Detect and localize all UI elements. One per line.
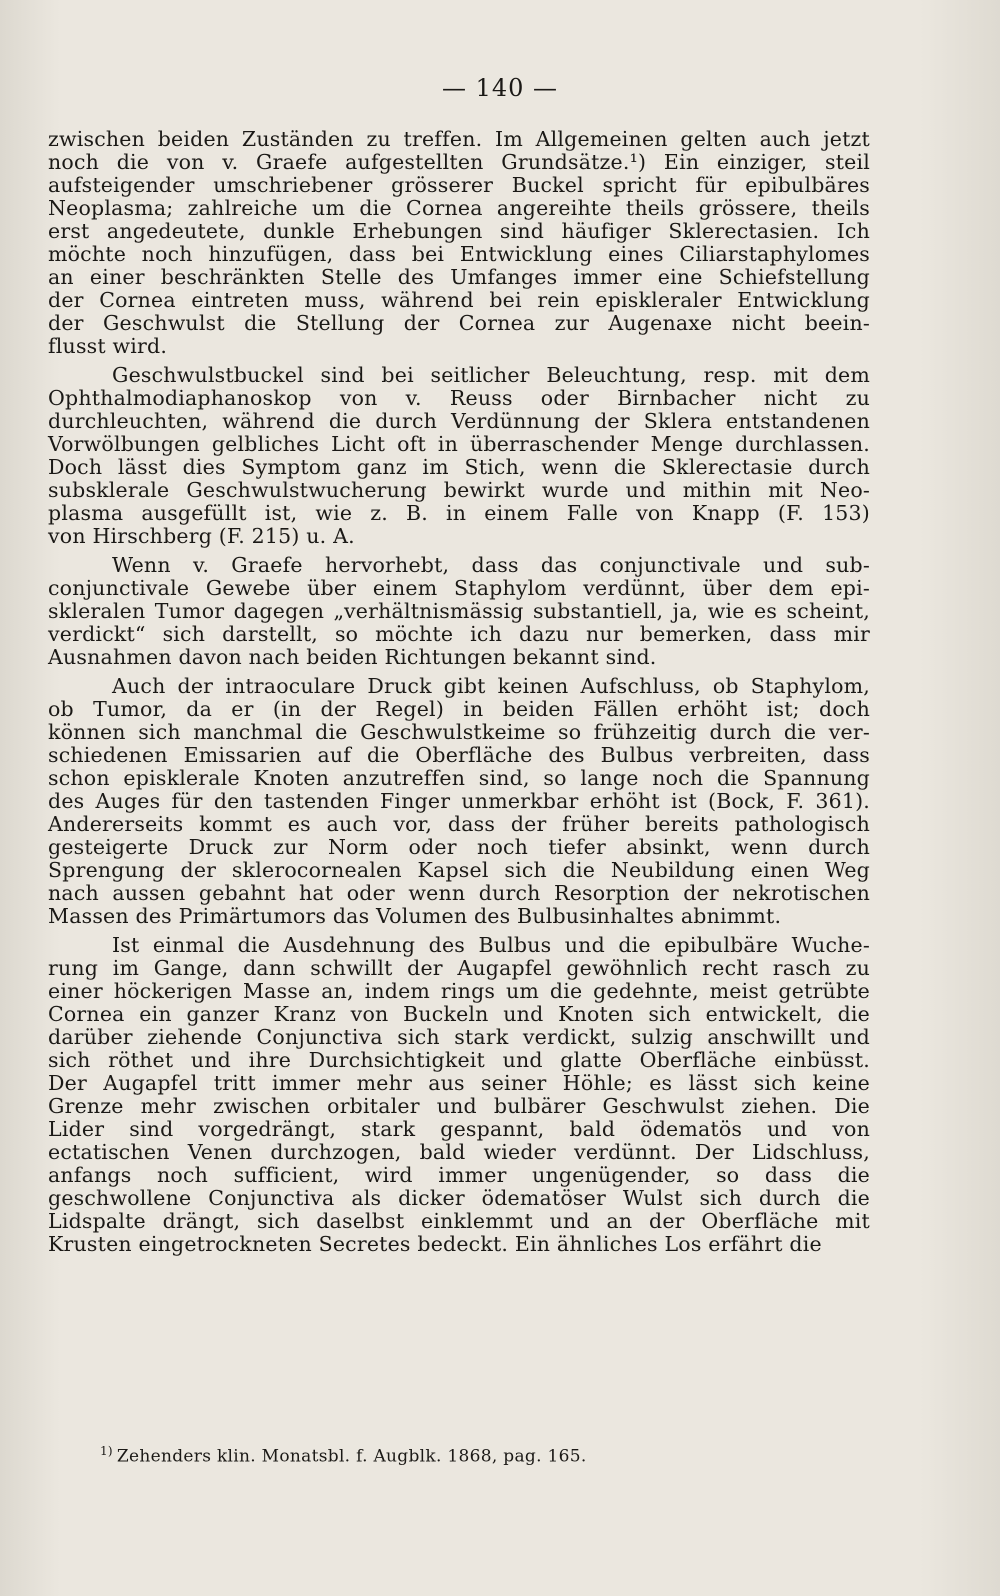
text-line: darüber ziehende Conjunctiva sich stark verdickt, sulzig anschwillt und: [48, 1025, 870, 1049]
text-line: schon episklerale Knoten anzutreffen sind, so lange noch die Spannung: [48, 766, 870, 790]
text-line: anfangs noch sufficient, wird immer ungenügender, so dass die: [48, 1163, 870, 1187]
text-line: Ist einmal die Ausdehnung des Bulbus und die epibulbäre Wuche-: [112, 933, 870, 957]
text-line: Cornea ein ganzer Kranz von Buckeln und Knoten sich entwickelt, die: [48, 1002, 870, 1026]
text-line: der Geschwulst die Stellung der Cornea zur Augenaxe nicht beein-: [48, 311, 870, 335]
text-line: Andererseits kommt es auch vor, dass der früher bereits pathologisch: [48, 812, 870, 836]
text-line: ob Tumor, da er (in der Regel) in beiden Fällen erhöht ist; doch: [48, 697, 870, 721]
text-line: gesteigerte Druck zur Norm oder noch tiefer absinkt, wenn durch: [48, 835, 870, 859]
text-line: Der Augapfel tritt immer mehr aus seiner Höhle; es lässt sich keine: [48, 1071, 870, 1095]
text-line: Auch der intraoculare Druck gibt keinen Aufschluss, ob Staphylom,: [112, 674, 870, 698]
text-line: Krusten eingetrockneten Secretes bedeckt. Ein ähnliches Los erfährt die: [48, 1232, 822, 1256]
text-line: können sich manchmal die Geschwulstkeime so frühzeitig durch die ver-: [48, 720, 870, 744]
text-line: schiedenen Emissarien auf die Oberfläche des Bulbus verbreiten, dass: [48, 743, 870, 767]
text-line: subsklerale Geschwulstwucherung bewirkt wurde und mithin mit Neo-: [48, 478, 870, 502]
text-line: plasma ausgefüllt ist, wie z. B. in einem Falle von Knapp (F. 153): [48, 501, 870, 525]
text-line: Ophthalmodiaphanoskop von v. Reuss oder Birnbacher nicht zu: [48, 386, 870, 410]
paragraph: [48, 554, 870, 669]
text-line: ectatischen Venen durchzogen, bald wieder verdünnt. Der Lidschluss,: [48, 1140, 870, 1164]
text-line: Wenn v. Graefe hervorhebt, dass das conjunctivale und sub-: [112, 553, 870, 577]
body-text: [48, 128, 870, 1256]
text-line: durchleuchten, während die durch Verdünnung der Sklera entstandenen: [48, 409, 870, 433]
text-line: Geschwulstbuckel sind bei seitlicher Beleuchtung, resp. mit dem: [112, 363, 870, 387]
footnote: [100, 1444, 587, 1467]
text-line: Doch lässt dies Symptom ganz im Stich, wenn die Sklerectasie durch: [48, 455, 870, 479]
footnote-mark: 1): [100, 1444, 113, 1458]
text-line: nach aussen gebahnt hat oder wenn durch Resorption der nekrotischen: [48, 881, 870, 905]
text-line: möchte noch hinzufügen, dass bei Entwicklung eines Ciliarstaphylomes: [48, 242, 870, 266]
text-line: flusst wird.: [48, 334, 168, 358]
text-line: geschwollene Conjunctiva als dicker ödematöser Wulst sich durch die: [48, 1186, 870, 1210]
text-line: Lider sind vorgedrängt, stark gespannt, bald ödematös und von: [48, 1117, 870, 1141]
text-line: zwischen beiden Zuständen zu treffen. Im Allgemeinen gelten auch jetzt: [48, 127, 870, 151]
text-line: aufsteigender umschriebener grösserer Buckel spricht für epibulbäres: [48, 173, 870, 197]
page-number: — 140 —: [441, 74, 559, 102]
paragraph: [48, 934, 870, 1256]
text-line: verdickt“ sich darstellt, so möchte ich dazu nur bemerken, dass mir: [48, 622, 870, 646]
text-line: rung im Gange, dann schwillt der Augapfel gewöhnlich recht rasch zu: [48, 956, 870, 980]
text-line: der Cornea eintreten muss, während bei rein episkleraler Entwicklung: [48, 288, 870, 312]
text-line: skleralen Tumor dagegen „verhältnismässig substantiell, ja, wie es scheint,: [48, 599, 870, 623]
text-line: einer höckerigen Masse an, indem rings um die gedehnte, meist getrübte: [48, 979, 870, 1003]
paragraph: [48, 364, 870, 548]
text-line: erst angedeutete, dunkle Erhebungen sind häufiger Sklerectasien. Ich: [48, 219, 870, 243]
text-line: Sprengung der sklerocornealen Kapsel sich die Neubildung einen Weg: [48, 858, 870, 882]
text-line: von Hirschberg (F. 215) u. A.: [48, 524, 355, 548]
text-line: sich röthet und ihre Durchsichtigkeit und glatte Oberfläche einbüsst.: [48, 1048, 870, 1072]
text-line: Ausnahmen davon nach beiden Richtungen bekannt sind.: [48, 645, 657, 669]
paragraph: [48, 675, 870, 928]
text-line: Vorwölbungen gelbliches Licht oft in überraschender Menge durchlassen.: [48, 432, 870, 456]
text-line: an einer beschränkten Stelle des Umfanges immer eine Schiefstellung: [48, 265, 870, 289]
text-line: Lidspalte drängt, sich daselbst einklemmt und an der Oberfläche mit: [48, 1209, 870, 1233]
text-line: des Auges für den tastenden Finger unmerkbar erhöht ist (Bock, F. 361).: [48, 789, 870, 813]
text-line: Grenze mehr zwischen orbitaler und bulbärer Geschwulst ziehen. Die: [48, 1094, 870, 1118]
text-line: Neoplasma; zahlreiche um die Cornea angereihte theils grössere, theils: [48, 196, 870, 220]
text-line: Massen des Primärtumors das Volumen des Bulbusinhaltes abnimmt.: [48, 904, 782, 928]
footnote-text: Zehenders klin. Monatsbl. f. Augblk. 1868, pag. 165.: [116, 1446, 587, 1467]
text-line: noch die von v. Graefe aufgestellten Grundsätze.¹) Ein einziger, steil: [48, 150, 870, 174]
text-line: conjunctivale Gewebe über einem Staphylom verdünnt, über dem epi-: [48, 576, 870, 600]
paragraph: [48, 128, 870, 358]
